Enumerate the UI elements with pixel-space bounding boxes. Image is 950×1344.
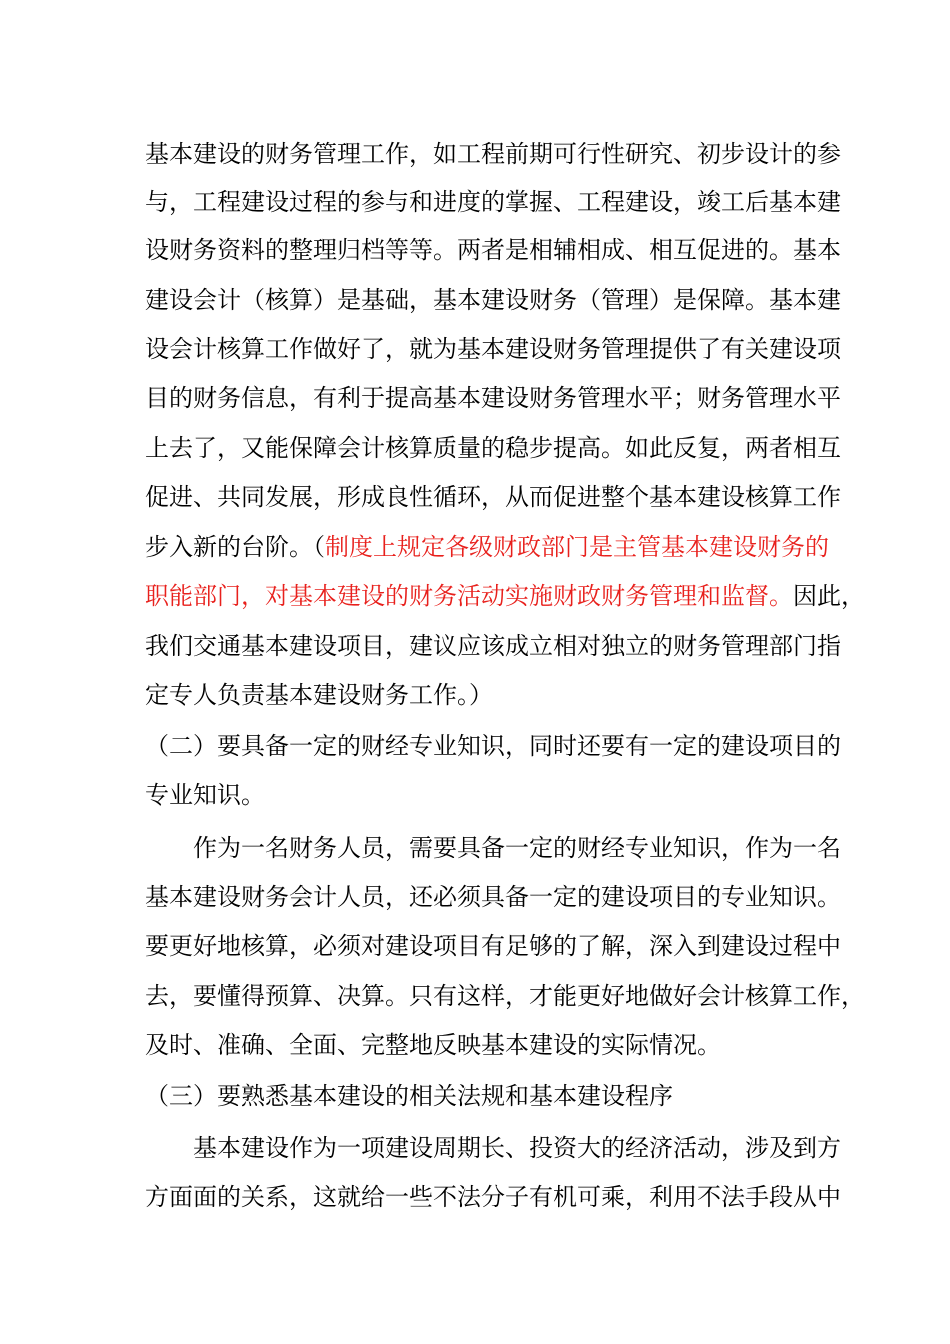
text-line: 我们交通基本建设项目，建议应该成立相对独立的财务管理部门指	[145, 632, 841, 660]
text-line-mixed	[145, 576, 865, 616]
paragraph-line: 要更好地核算，必须对建设项目有足够的了解，深入到建设过程中	[145, 932, 841, 960]
highlighted-text: 制度上规定各级财政部门是主管基本建设财务的	[325, 533, 829, 561]
text-segment: 步入新的台阶。（	[145, 533, 325, 561]
paragraph-line: 及时、准确、全面、完整地反映基本建设的实际情况。	[145, 1031, 721, 1059]
section-heading: （二）要具备一定的财经专业知识，同时还要有一定的建设项目的	[145, 732, 841, 760]
text-line: 与，工程建设过程的参与和进度的掌握、工程建设，竣工后基本建	[145, 188, 841, 216]
text-segment: 因此，	[793, 582, 865, 610]
section-heading-continued: 专业知识。	[145, 781, 265, 809]
text-line: 上去了，又能保障会计核算质量的稳步提高。如此反复，两者相互	[145, 434, 841, 462]
text-line: 建设会计（核算）是基础，基本建设财务（管理）是保障。基本建	[145, 286, 841, 314]
text-line-mixed	[145, 527, 829, 567]
section-heading: （三）要熟悉基本建设的相关法规和基本建设程序	[145, 1082, 673, 1110]
text-line: 定专人负责基本建设财务工作。）	[145, 681, 493, 709]
paragraph-line: 方面面的关系，这就给一些不法分子有机可乘，利用不法手段从中	[145, 1183, 841, 1211]
text-line: 基本建设的财务管理工作，如工程前期可行性研究、初步设计的参	[145, 140, 841, 168]
text-line: 设会计核算工作做好了，就为基本建设财务管理提供了有关建设项	[145, 335, 841, 363]
text-line: 目的财务信息，有利于提高基本建设财务管理水平；财务管理水平	[145, 384, 841, 412]
text-line: 促进、共同发展，形成良性循环，从而促进整个基本建设核算工作	[145, 483, 841, 511]
paragraph-line: 基本建设财务会计人员，还必须具备一定的建设项目的专业知识。	[145, 883, 841, 911]
highlighted-text: 职能部门，对基本建设的财务活动实施财政财务管理和监督。	[145, 582, 793, 610]
paragraph-line: 基本建设作为一项建设周期长、投资大的经济活动，涉及到方	[193, 1134, 841, 1162]
paragraph-line: 去，要懂得预算、决算。只有这样，才能更好地做好会计核算工作，	[145, 982, 865, 1010]
text-line: 设财务资料的整理归档等等。两者是相辅相成、相互促进的。基本	[145, 236, 841, 264]
paragraph-line: 作为一名财务人员，需要具备一定的财经专业知识，作为一名	[193, 834, 841, 862]
